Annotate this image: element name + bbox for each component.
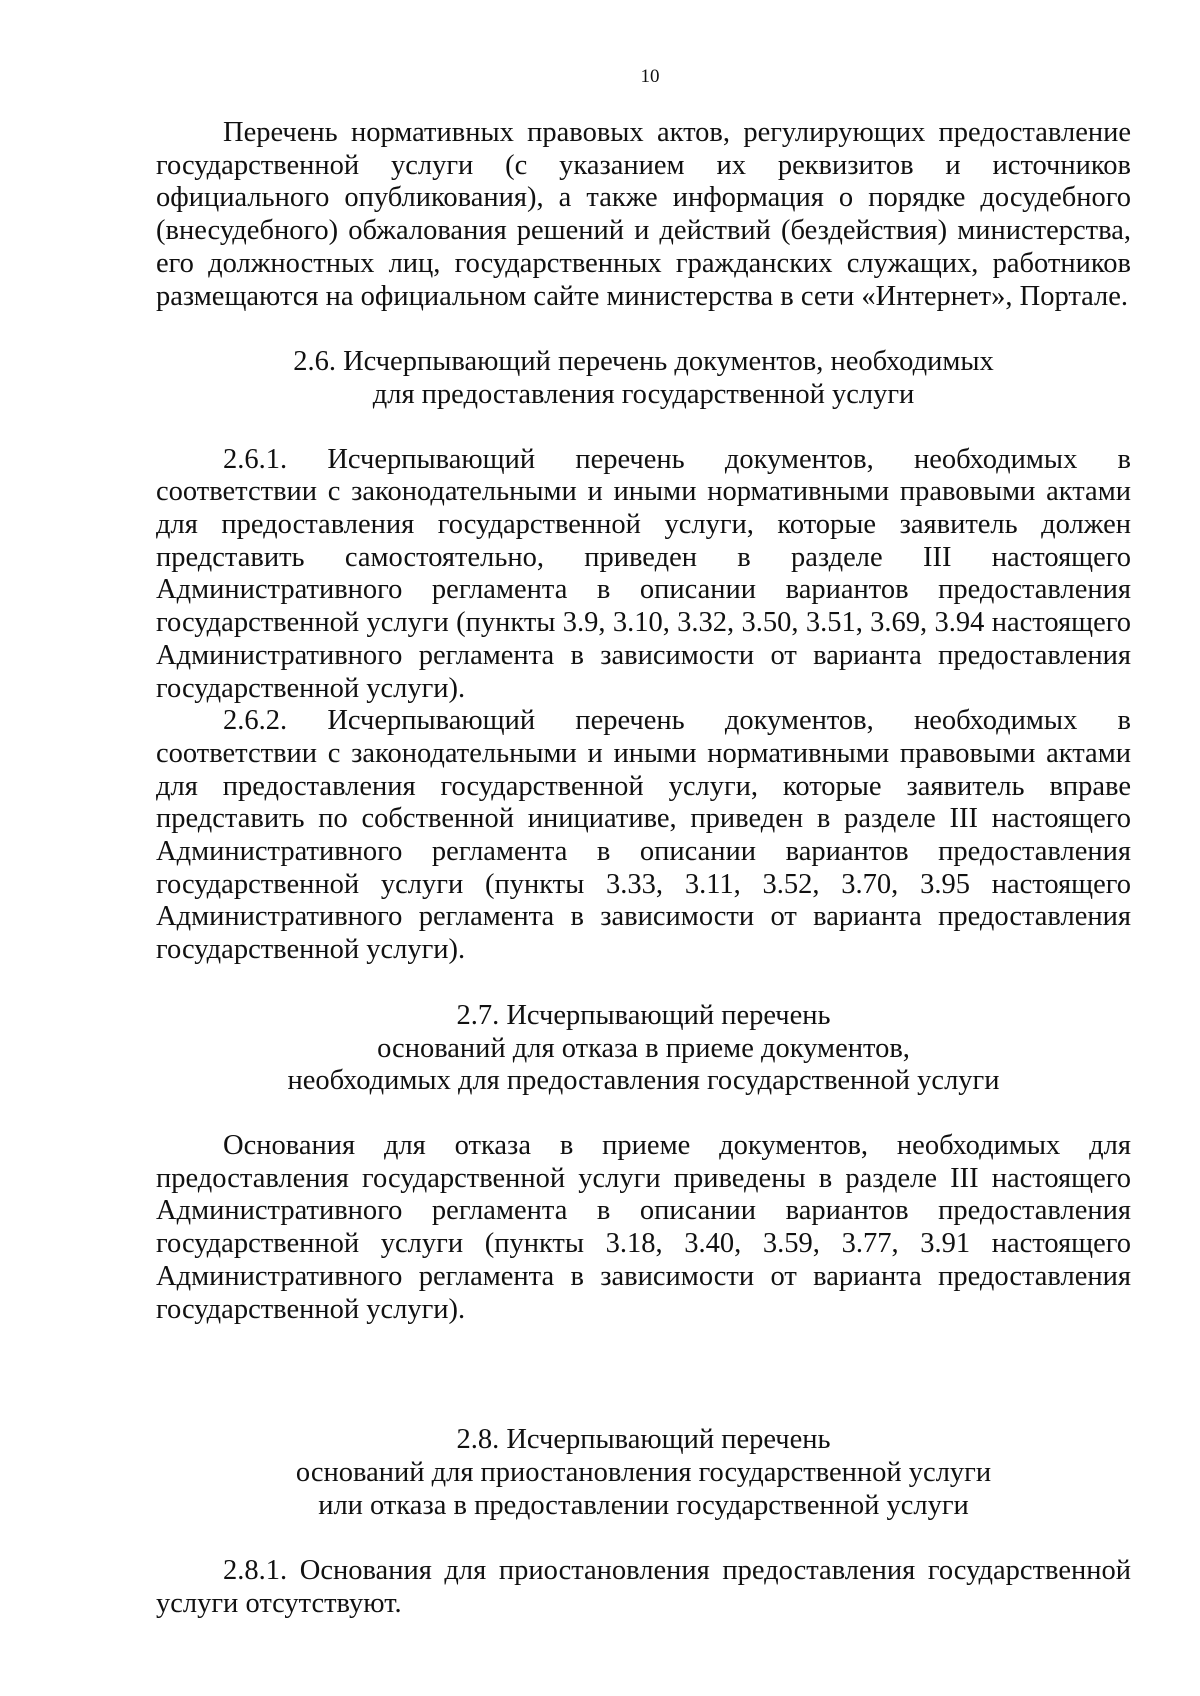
heading-line: для предоставления государственной услуги (372, 378, 915, 410)
section-2-8-heading (156, 1424, 1131, 1522)
paragraph-2-7: Основания для отказа в приеме документов, необходимых для предоставления государственной услуги приведены в разделе III настоящего Административного регламента в описании вариантов предоставления государственной услуги (пункты 3.18, 3.40, 3.59, 3.77, 3.91 настоящего Административного регламента в зависимости от варианта предоставления государственной услуги). (156, 1129, 1131, 1325)
page-number: 10 (640, 66, 660, 87)
section-2-6-heading (156, 346, 1131, 411)
heading-line: 2.7. Исчерпывающий перечень (456, 999, 831, 1031)
heading-line: или отказа в предоставлении государственной услуги (318, 1489, 969, 1521)
paragraph-2-6-2: 2.6.2. Исчерпывающий перечень документов, необходимых в соответствии с законодательными и иными нормативными правовыми актами для предоставления государственной услуги, которые заявитель вправе представить по собственной инициативе, приведен в разделе III настоящего Административного регламента в описании вариантов предоставления государственной услуги (пункты 3.33, 3.11, 3.52, 3.70, 3.95 настоящего Административного регламента в зависимости от варианта предоставления государственной услуги). (156, 705, 1131, 966)
heading-line: 2.8. Исчерпывающий перечень (456, 1424, 831, 1456)
paragraph-2-8-1: 2.8.1. Основания для приостановления предоставления государственной услуги отсутствуют. (156, 1555, 1131, 1620)
document-body (156, 117, 1131, 1621)
heading-line: оснований для отказа в приеме документов, (377, 1032, 910, 1064)
heading-line: необходимых для предоставления государственной услуги (287, 1065, 1000, 1097)
heading-line: оснований для приостановления государственной услуги (295, 1456, 992, 1488)
paragraph-2-6-1: 2.6.1. Исчерпывающий перечень документов, необходимых в соответствии с законодательными и иными нормативными правовыми актами для предоставления государственной услуги, которые заявитель должен представить самостоятельно, приведен в разделе III настоящего Административного регламента в описании вариантов предоставления государственной услуги (пункты 3.9, 3.10, 3.32, 3.50, 3.51, 3.69, 3.94 настоящего Административного регламента в зависимости от варианта предоставления государственной услуги). (156, 443, 1131, 704)
section-2-7-heading (156, 1000, 1131, 1098)
heading-line: 2.6. Исчерпывающий перечень документов, необходимых (293, 346, 994, 378)
intro-paragraph: Перечень нормативных правовых актов, регулирующих предоставление государственной услуги (с указанием их реквизитов и источников официального опубликования), а также информация о порядке досудебного (внесудебного) обжалования решений и действий (бездействия) министерства, его должностных лиц, государственных гражданских служащих, работников размещаются на официальном сайте министерства в сети «Интернет», Портале. (156, 117, 1131, 312)
